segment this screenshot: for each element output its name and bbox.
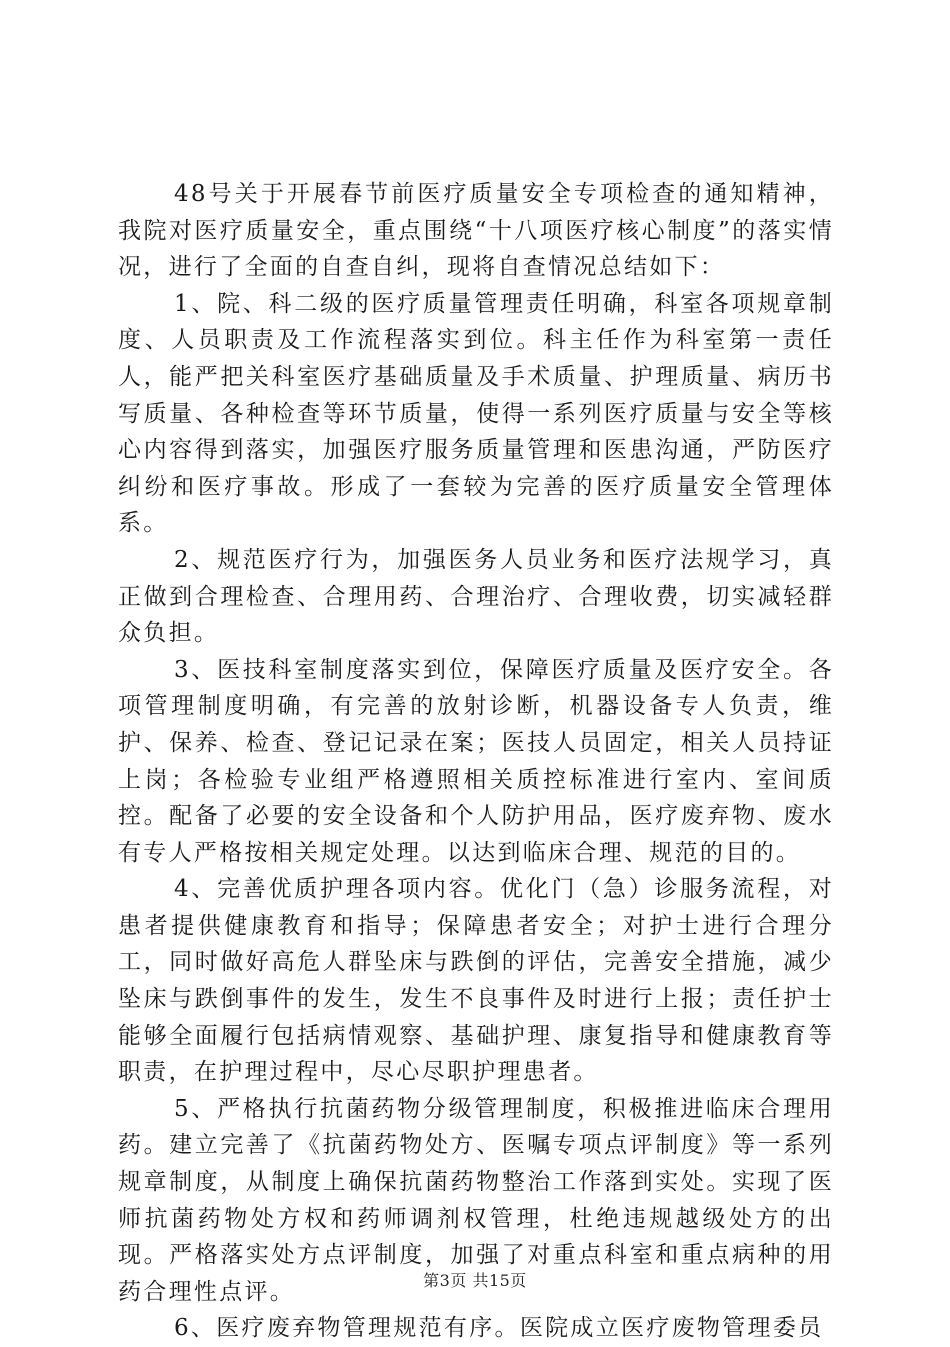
paragraph-item-6: 6、医疗废弃物管理规范有序。医院成立医疗废物管理委员 [174, 1315, 824, 1342]
paragraph-item-1: 1、院、科二级的医疗质量管理责任明确，科室各项规章制度、人员职责及工作流程落实到位。科主任作为科室第一责任人，能严把关科室医疗基础质量及手术质量、护理质量、病历书写质量、各种检查等环节质量，使得一系列医疗质量与安全等核心内容得到落实，加强医疗服务质量管理和医患沟通，严防医疗纠纷和医疗事故。形成了一套较为完善的医疗质量安全管理体系。 [118, 290, 834, 537]
document-body [118, 176, 834, 1347]
paragraph-item-5: 5、严格执行抗菌药物分级管理制度，积极推进临床合理用药。建立完善了《抗菌药物处方、医嘱专项点评制度》等一系列规章制度，从制度上确保抗菌药物整治工作落到实处。实现了医师抗菌药物处方权和药师调剂权管理，杜绝违规越级处方的出现。严格落实处方点评制度，加强了对重点科室和重点病种的用药合理性点评。 [118, 1095, 834, 1305]
paragraph-item-4: 4、完善优质护理各项内容。优化门（急）诊服务流程，对患者提供健康教育和指导；保障患者安全；对护士进行合理分工，同时做好高危人群坠床与跌倒的评估，完善安全措施，减少坠床与跌倒事件的发生，发生不良事件及时进行上报；责任护士能够全面履行包括病情观察、基础护理、康复指导和健康教育等职责，在护理过程中，尽心尽职护理患者。 [118, 876, 834, 1086]
paragraph-item-2: 2、规范医疗行为，加强医务人员业务和医疗法规学习，真正做到合理检查、合理用药、合理治疗、合理收费，切实减轻群众负担。 [118, 546, 834, 647]
page-footer: 第3页 共15页 [423, 1271, 527, 1290]
paragraph-intro: 48号关于开展春节前医疗质量安全专项检查的通知精神，我院对医疗质量安全，重点围绕“十八项医疗核心制度”的落实情况，进行了全面的自查自纠，现将自查情况总结如下： [118, 181, 834, 281]
paragraph-item-3: 3、医技科室制度落实到位，保障医疗质量及医疗安全。各项管理制度明确，有完善的放射诊断，机器设备专人负责，维护、保养、检查、登记记录在案；医技人员固定，相关人员持证上岗；各检验专业组严格遵照相关质控标准进行室内、室间质控。配备了必要的安全设备和个人防护用品，医疗废弃物、废水有专人严格按相关规定处理。以达到临床合理、规范的目的。 [118, 656, 834, 866]
